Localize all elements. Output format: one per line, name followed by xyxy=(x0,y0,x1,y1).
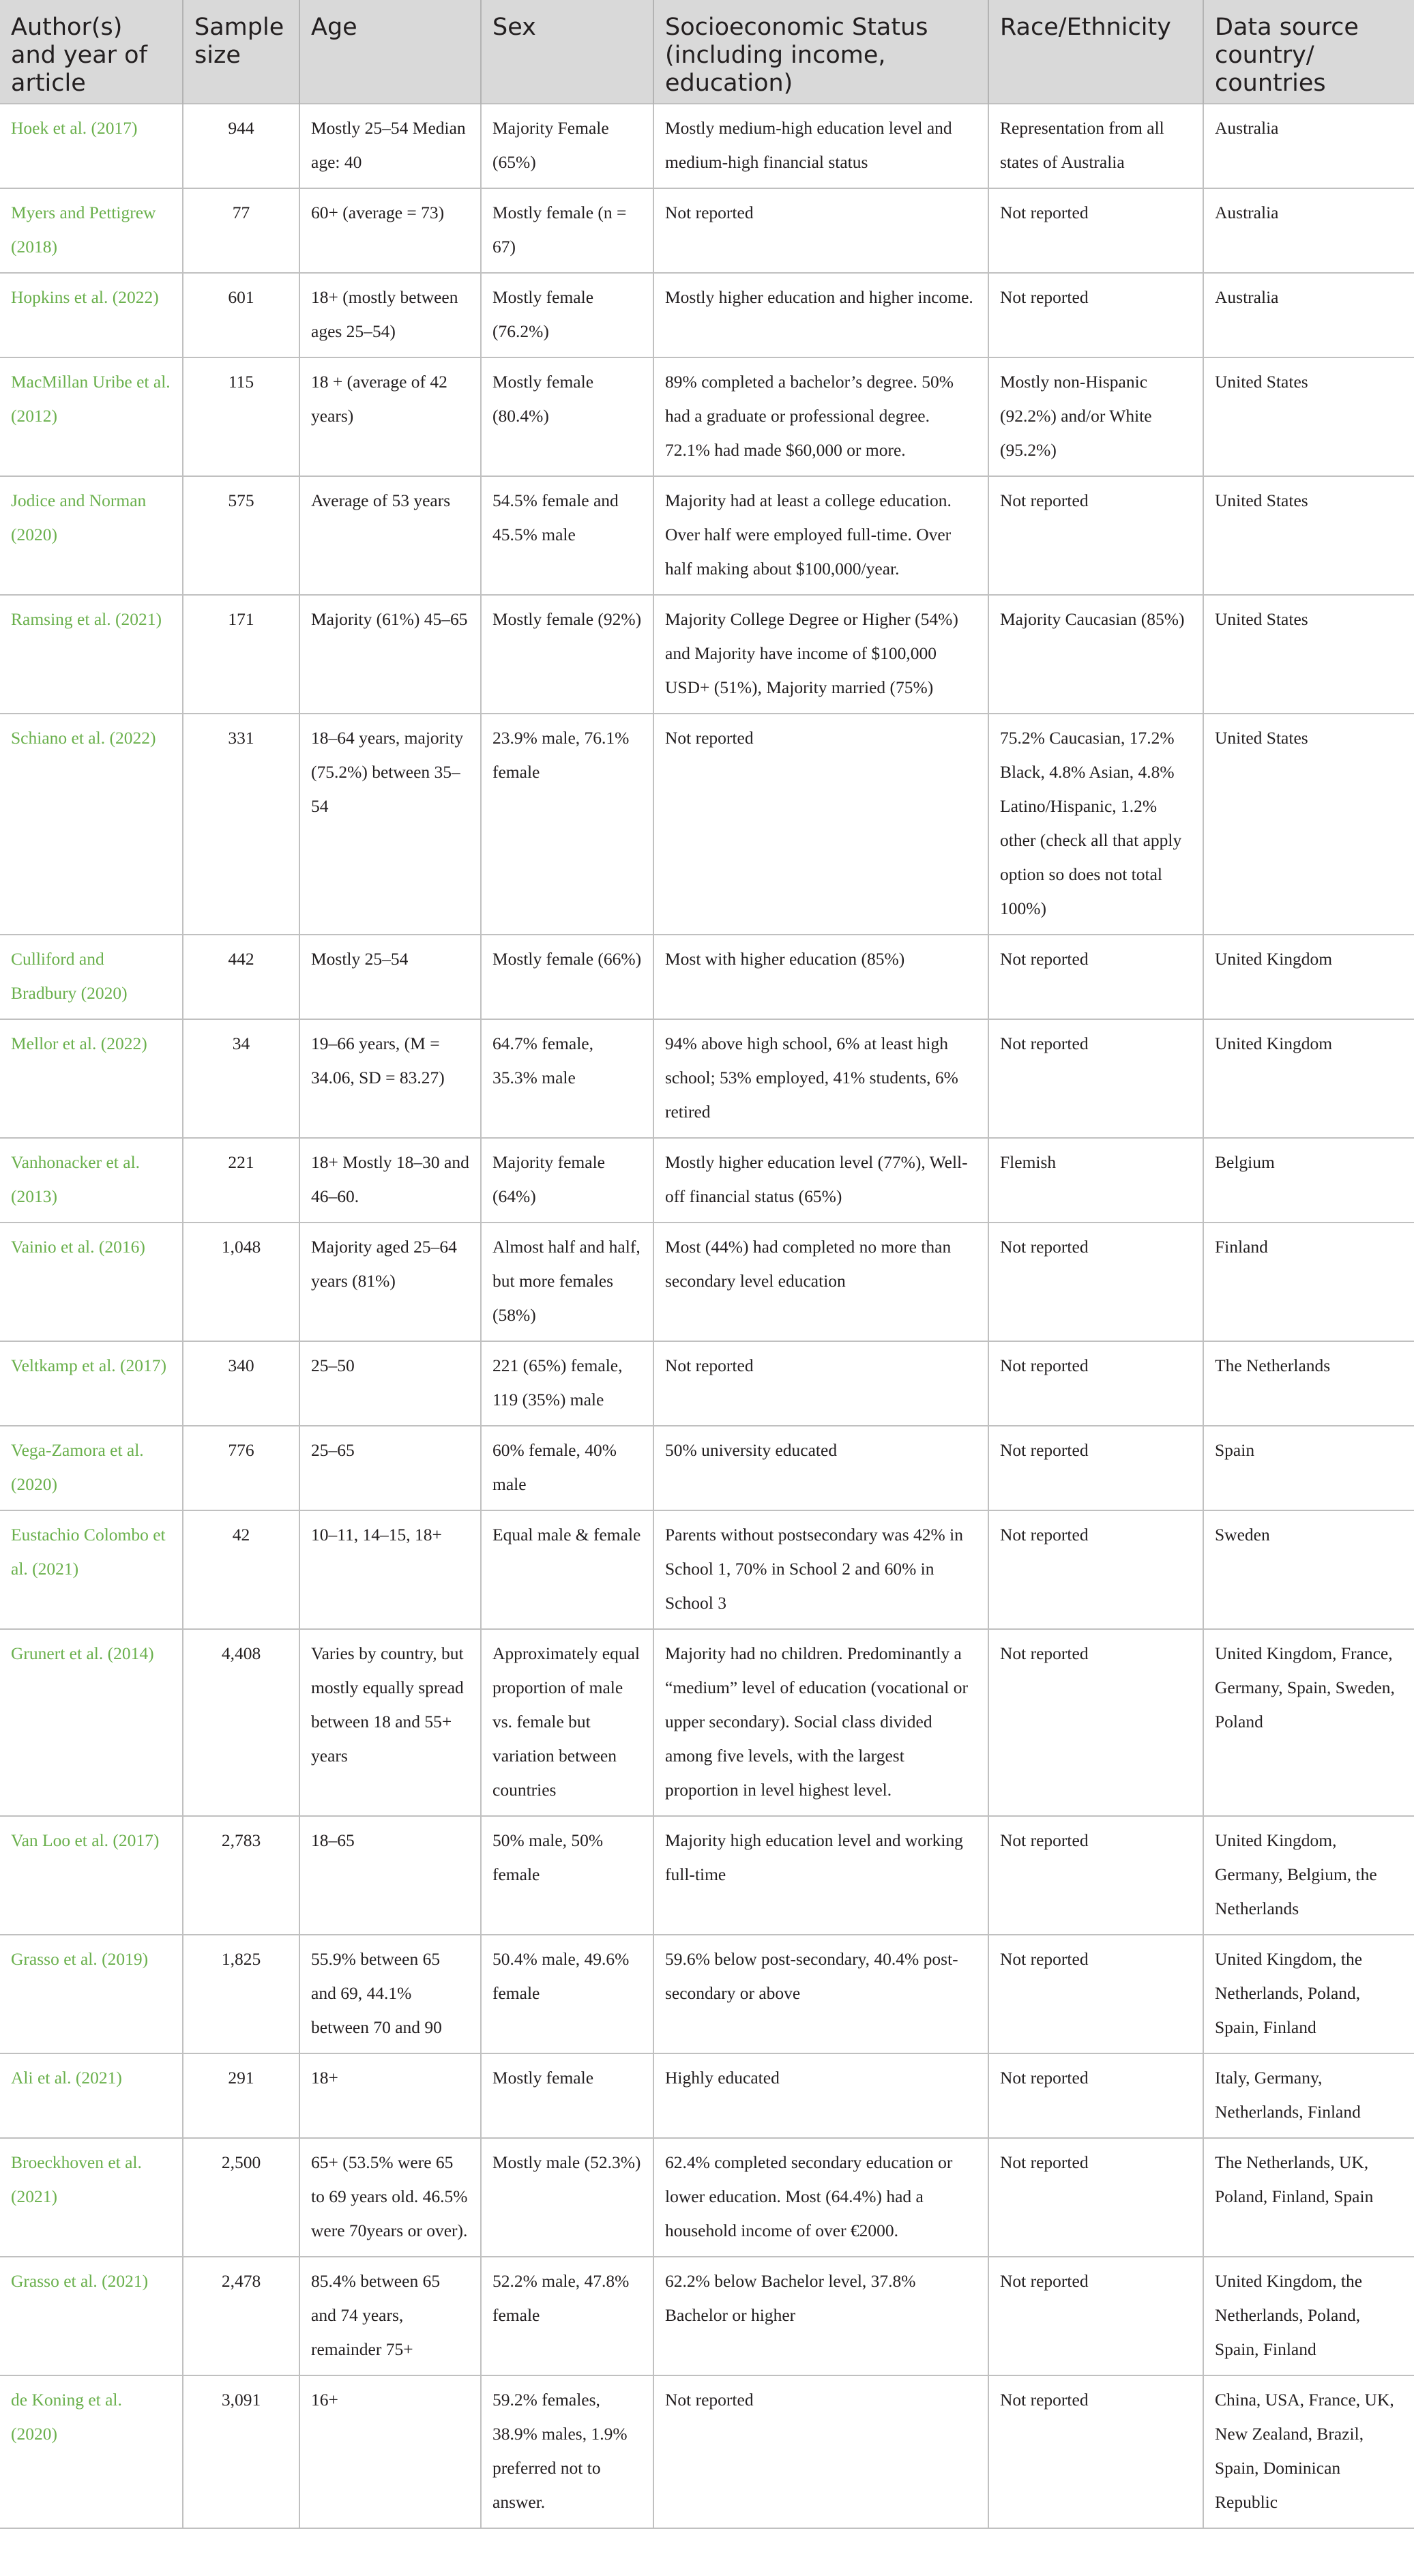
age-cell: 16+ xyxy=(299,2375,481,2528)
header-sex: Sex xyxy=(481,0,653,104)
sex-cell: 23.9% male, 76.1% female xyxy=(481,714,653,935)
sample-size-cell: 291 xyxy=(183,2053,299,2138)
sex-cell: Mostly female (n = 67) xyxy=(481,188,653,273)
race-cell: Not reported xyxy=(988,1341,1203,1426)
author-cell[interactable]: Hopkins et al. (2022) xyxy=(0,273,183,357)
header-socioeconomic: Socioeconomic Status (including income, education) xyxy=(653,0,988,104)
age-cell: 18–65 xyxy=(299,1816,481,1935)
socioeconomic-cell: 59.6% below post-secondary, 40.4% post-secondary or above xyxy=(653,1935,988,2053)
author-cell[interactable]: de Koning et al. (2020) xyxy=(0,2375,183,2528)
race-cell: Majority Caucasian (85%) xyxy=(988,595,1203,714)
race-cell: Not reported xyxy=(988,2138,1203,2257)
race-cell: Not reported xyxy=(988,1426,1203,1510)
country-cell: Australia xyxy=(1203,273,1414,357)
country-cell: China, USA, France, UK, New Zealand, Brazil, Spain, Dominican Republic xyxy=(1203,2375,1414,2528)
country-cell: Australia xyxy=(1203,104,1414,188)
table-row xyxy=(0,1223,1414,1341)
race-cell: Representation from all states of Australia xyxy=(988,104,1203,188)
country-cell: United States xyxy=(1203,476,1414,595)
sex-cell: Mostly male (52.3%) xyxy=(481,2138,653,2257)
age-cell: 18+ Mostly 18–30 and 46–60. xyxy=(299,1138,481,1223)
author-cell[interactable]: Hoek et al. (2017) xyxy=(0,104,183,188)
race-cell: Not reported xyxy=(988,273,1203,357)
country-cell: United Kingdom, France, Germany, Spain, Sweden, Poland xyxy=(1203,1629,1414,1816)
sample-size-cell: 944 xyxy=(183,104,299,188)
age-cell: 18–64 years, majority (75.2%) between 35–54 xyxy=(299,714,481,935)
sample-size-cell: 4,408 xyxy=(183,1629,299,1816)
sample-size-cell: 77 xyxy=(183,188,299,273)
race-cell: Not reported xyxy=(988,1223,1203,1341)
author-cell[interactable]: Vanhonacker et al. (2013) xyxy=(0,1138,183,1223)
sex-cell: 50% male, 50% female xyxy=(481,1816,653,1935)
country-cell: United States xyxy=(1203,357,1414,476)
sex-cell: 221 (65%) female, 119 (35%) male xyxy=(481,1341,653,1426)
sex-cell: Approximately equal proportion of male vs. female but variation between countries xyxy=(481,1629,653,1816)
sample-size-cell: 115 xyxy=(183,357,299,476)
age-cell: 10–11, 14–15, 18+ xyxy=(299,1510,481,1629)
sex-cell: 52.2% male, 47.8% female xyxy=(481,2257,653,2375)
race-cell: Flemish xyxy=(988,1138,1203,1223)
table-header xyxy=(0,0,1414,104)
socioeconomic-cell: 62.4% completed secondary education or lower education. Most (64.4%) had a household income of over €2000. xyxy=(653,2138,988,2257)
header-race: Race/Ethnicity xyxy=(988,0,1203,104)
country-cell: United Kingdom xyxy=(1203,1019,1414,1138)
age-cell: 18+ xyxy=(299,2053,481,2138)
country-cell: Australia xyxy=(1203,188,1414,273)
country-cell: Italy, Germany, Netherlands, Finland xyxy=(1203,2053,1414,2138)
country-cell: United Kingdom, the Netherlands, Poland, Spain, Finland xyxy=(1203,2257,1414,2375)
age-cell: 18 + (average of 42 years) xyxy=(299,357,481,476)
country-cell: The Netherlands xyxy=(1203,1341,1414,1426)
table-row xyxy=(0,1816,1414,1935)
author-cell[interactable]: Grasso et al. (2019) xyxy=(0,1935,183,2053)
sample-size-cell: 171 xyxy=(183,595,299,714)
sample-size-cell: 1,048 xyxy=(183,1223,299,1341)
sample-size-cell: 2,783 xyxy=(183,1816,299,1935)
table-row xyxy=(0,2257,1414,2375)
author-cell[interactable]: MacMillan Uribe et al. (2012) xyxy=(0,357,183,476)
socioeconomic-cell: 94% above high school, 6% at least high school; 53% employed, 41% students, 6% retired xyxy=(653,1019,988,1138)
sex-cell: Almost half and half, but more females (58%) xyxy=(481,1223,653,1341)
age-cell: 25–65 xyxy=(299,1426,481,1510)
author-cell[interactable]: Van Loo et al. (2017) xyxy=(0,1816,183,1935)
sample-size-cell: 42 xyxy=(183,1510,299,1629)
table-row xyxy=(0,595,1414,714)
author-cell[interactable]: Culliford and Bradbury (2020) xyxy=(0,935,183,1019)
socioeconomic-cell: Mostly higher education level (77%), Well-off financial status (65%) xyxy=(653,1138,988,1223)
socioeconomic-cell: Mostly medium-high education level and medium-high financial status xyxy=(653,104,988,188)
table-row xyxy=(0,188,1414,273)
race-cell: Mostly non-Hispanic (92.2%) and/or White (95.2%) xyxy=(988,357,1203,476)
age-cell: Varies by country, but mostly equally spread between 18 and 55+ years xyxy=(299,1629,481,1816)
age-cell: 55.9% between 65 and 69, 44.1% between 70 and 90 xyxy=(299,1935,481,2053)
socioeconomic-cell: Majority had no children. Predominantly a “medium” level of education (vocational or upper secondary). Social class divided among five levels, with the largest proportion in level highest level. xyxy=(653,1629,988,1816)
table-row xyxy=(0,1138,1414,1223)
country-cell: The Netherlands, UK, Poland, Finland, Spain xyxy=(1203,2138,1414,2257)
table-row xyxy=(0,1426,1414,1510)
socioeconomic-cell: Majority had at least a college education. Over half were employed full-time. Over half making about $100,000/year. xyxy=(653,476,988,595)
socioeconomic-cell: Mostly higher education and higher income. xyxy=(653,273,988,357)
age-cell: 85.4% between 65 and 74 years, remainder 75+ xyxy=(299,2257,481,2375)
sample-size-cell: 331 xyxy=(183,714,299,935)
sex-cell: 54.5% female and 45.5% male xyxy=(481,476,653,595)
table-row xyxy=(0,714,1414,935)
header-sample-size: Sample size xyxy=(183,0,299,104)
table-row xyxy=(0,1510,1414,1629)
author-cell[interactable]: Veltkamp et al. (2017) xyxy=(0,1341,183,1426)
author-cell[interactable]: Eustachio Colombo et al. (2021) xyxy=(0,1510,183,1629)
table-row xyxy=(0,2375,1414,2528)
race-cell: Not reported xyxy=(988,2053,1203,2138)
author-cell[interactable]: Vainio et al. (2016) xyxy=(0,1223,183,1341)
country-cell: United States xyxy=(1203,714,1414,935)
sample-size-cell: 442 xyxy=(183,935,299,1019)
socioeconomic-cell: Parents without postsecondary was 42% in School 1, 70% in School 2 and 60% in School 3 xyxy=(653,1510,988,1629)
author-cell[interactable]: Grunert et al. (2014) xyxy=(0,1629,183,1816)
header-row xyxy=(0,0,1414,104)
author-cell[interactable]: Mellor et al. (2022) xyxy=(0,1019,183,1138)
socioeconomic-cell: Most (44%) had completed no more than secondary level education xyxy=(653,1223,988,1341)
sex-cell: 59.2% females, 38.9% males, 1.9% preferred not to answer. xyxy=(481,2375,653,2528)
sample-size-cell: 2,478 xyxy=(183,2257,299,2375)
sex-cell: 64.7% female, 35.3% male xyxy=(481,1019,653,1138)
table-row xyxy=(0,104,1414,188)
socioeconomic-cell: Not reported xyxy=(653,714,988,935)
author-cell[interactable]: Vega-Zamora et al. (2020) xyxy=(0,1426,183,1510)
age-cell: Mostly 25–54 xyxy=(299,935,481,1019)
race-cell: Not reported xyxy=(988,1935,1203,2053)
table-row xyxy=(0,1019,1414,1138)
country-cell: United States xyxy=(1203,595,1414,714)
age-cell: 18+ (mostly between ages 25–54) xyxy=(299,273,481,357)
sample-size-cell: 776 xyxy=(183,1426,299,1510)
age-cell: 65+ (53.5% were 65 to 69 years old. 46.5% were 70years or over). xyxy=(299,2138,481,2257)
country-cell: Sweden xyxy=(1203,1510,1414,1629)
author-cell[interactable]: Jodice and Norman (2020) xyxy=(0,476,183,595)
race-cell: Not reported xyxy=(988,935,1203,1019)
sex-cell: Mostly female (92%) xyxy=(481,595,653,714)
header-author: Author(s) and year of article xyxy=(11,14,147,97)
age-cell: Majority (61%) 45–65 xyxy=(299,595,481,714)
age-cell: Mostly 25–54 Median age: 40 xyxy=(299,104,481,188)
socioeconomic-cell: 62.2% below Bachelor level, 37.8% Bachelor or higher xyxy=(653,2257,988,2375)
author-cell[interactable]: Schiano et al. (2022) xyxy=(0,714,183,935)
country-cell: Spain xyxy=(1203,1426,1414,1510)
sample-size-cell: 34 xyxy=(183,1019,299,1138)
sex-cell: Mostly female (66%) xyxy=(481,935,653,1019)
socioeconomic-cell: Most with higher education (85%) xyxy=(653,935,988,1019)
sample-size-cell: 340 xyxy=(183,1341,299,1426)
table-row xyxy=(0,2138,1414,2257)
table-body xyxy=(0,104,1414,2528)
sex-cell: Equal male & female xyxy=(481,1510,653,1629)
header-country: Data source country/ countries xyxy=(1203,0,1414,104)
header-age: Age xyxy=(299,0,481,104)
table-row xyxy=(0,357,1414,476)
author-cell[interactable]: Grasso et al. (2021) xyxy=(0,2257,183,2375)
sex-cell: 50.4% male, 49.6% female xyxy=(481,1935,653,2053)
age-cell: 25–50 xyxy=(299,1341,481,1426)
table-row xyxy=(0,935,1414,1019)
country-cell: United Kingdom xyxy=(1203,935,1414,1019)
socioeconomic-cell: Majority College Degree or Higher (54%) and Majority have income of $100,000 USD+ (51%), Majority married (75%) xyxy=(653,595,988,714)
race-cell: Not reported xyxy=(988,476,1203,595)
socioeconomic-cell: 50% university educated xyxy=(653,1426,988,1510)
sample-size-cell: 575 xyxy=(183,476,299,595)
sample-size-cell: 1,825 xyxy=(183,1935,299,2053)
race-cell: Not reported xyxy=(988,1510,1203,1629)
socioeconomic-cell: Not reported xyxy=(653,188,988,273)
author-cell[interactable]: Ramsing et al. (2021) xyxy=(0,595,183,714)
author-cell[interactable]: Broeckhoven et al. (2021) xyxy=(0,2138,183,2257)
sample-size-cell: 2,500 xyxy=(183,2138,299,2257)
sex-cell: Majority female (64%) xyxy=(481,1138,653,1223)
sex-cell: 60% female, 40% male xyxy=(481,1426,653,1510)
table-row xyxy=(0,476,1414,595)
table-row xyxy=(0,1629,1414,1816)
table-row xyxy=(0,1935,1414,2053)
race-cell: 75.2% Caucasian, 17.2% Black, 4.8% Asian, 4.8% Latino/Hispanic, 1.2% other (check all that apply option so does not total 100%) xyxy=(988,714,1203,935)
table-row xyxy=(0,273,1414,357)
socioeconomic-cell: Highly educated xyxy=(653,2053,988,2138)
author-cell[interactable]: Ali et al. (2021) xyxy=(0,2053,183,2138)
sex-cell: Majority Female (65%) xyxy=(481,104,653,188)
country-cell: Finland xyxy=(1203,1223,1414,1341)
author-cell[interactable]: Myers and Pettigrew (2018) xyxy=(0,188,183,273)
sex-cell: Mostly female (80.4%) xyxy=(481,357,653,476)
country-cell: Belgium xyxy=(1203,1138,1414,1223)
socioeconomic-cell: 89% completed a bachelor’s degree. 50% had a graduate or professional degree. 72.1% had made $60,000 or more. xyxy=(653,357,988,476)
age-cell: Majority aged 25–64 years (81%) xyxy=(299,1223,481,1341)
sample-size-cell: 221 xyxy=(183,1138,299,1223)
race-cell: Not reported xyxy=(988,1019,1203,1138)
country-cell: United Kingdom, the Netherlands, Poland, Spain, Finland xyxy=(1203,1935,1414,2053)
race-cell: Not reported xyxy=(988,188,1203,273)
race-cell: Not reported xyxy=(988,1816,1203,1935)
age-cell: 19–66 years, (M = 34.06, SD = 83.27) xyxy=(299,1019,481,1138)
table-row xyxy=(0,2053,1414,2138)
age-cell: 60+ (average = 73) xyxy=(299,188,481,273)
sample-size-cell: 3,091 xyxy=(183,2375,299,2528)
socioeconomic-cell: Not reported xyxy=(653,1341,988,1426)
socioeconomic-cell: Not reported xyxy=(653,2375,988,2528)
table-row xyxy=(0,1341,1414,1426)
sex-cell: Mostly female xyxy=(481,2053,653,2138)
sample-size-cell: 601 xyxy=(183,273,299,357)
sex-cell: Mostly female (76.2%) xyxy=(481,273,653,357)
race-cell: Not reported xyxy=(988,1629,1203,1816)
socioeconomic-cell: Majority high education level and working full-time xyxy=(653,1816,988,1935)
country-cell: United Kingdom, Germany, Belgium, the Netherlands xyxy=(1203,1816,1414,1935)
race-cell: Not reported xyxy=(988,2375,1203,2528)
race-cell: Not reported xyxy=(988,2257,1203,2375)
age-cell: Average of 53 years xyxy=(299,476,481,595)
